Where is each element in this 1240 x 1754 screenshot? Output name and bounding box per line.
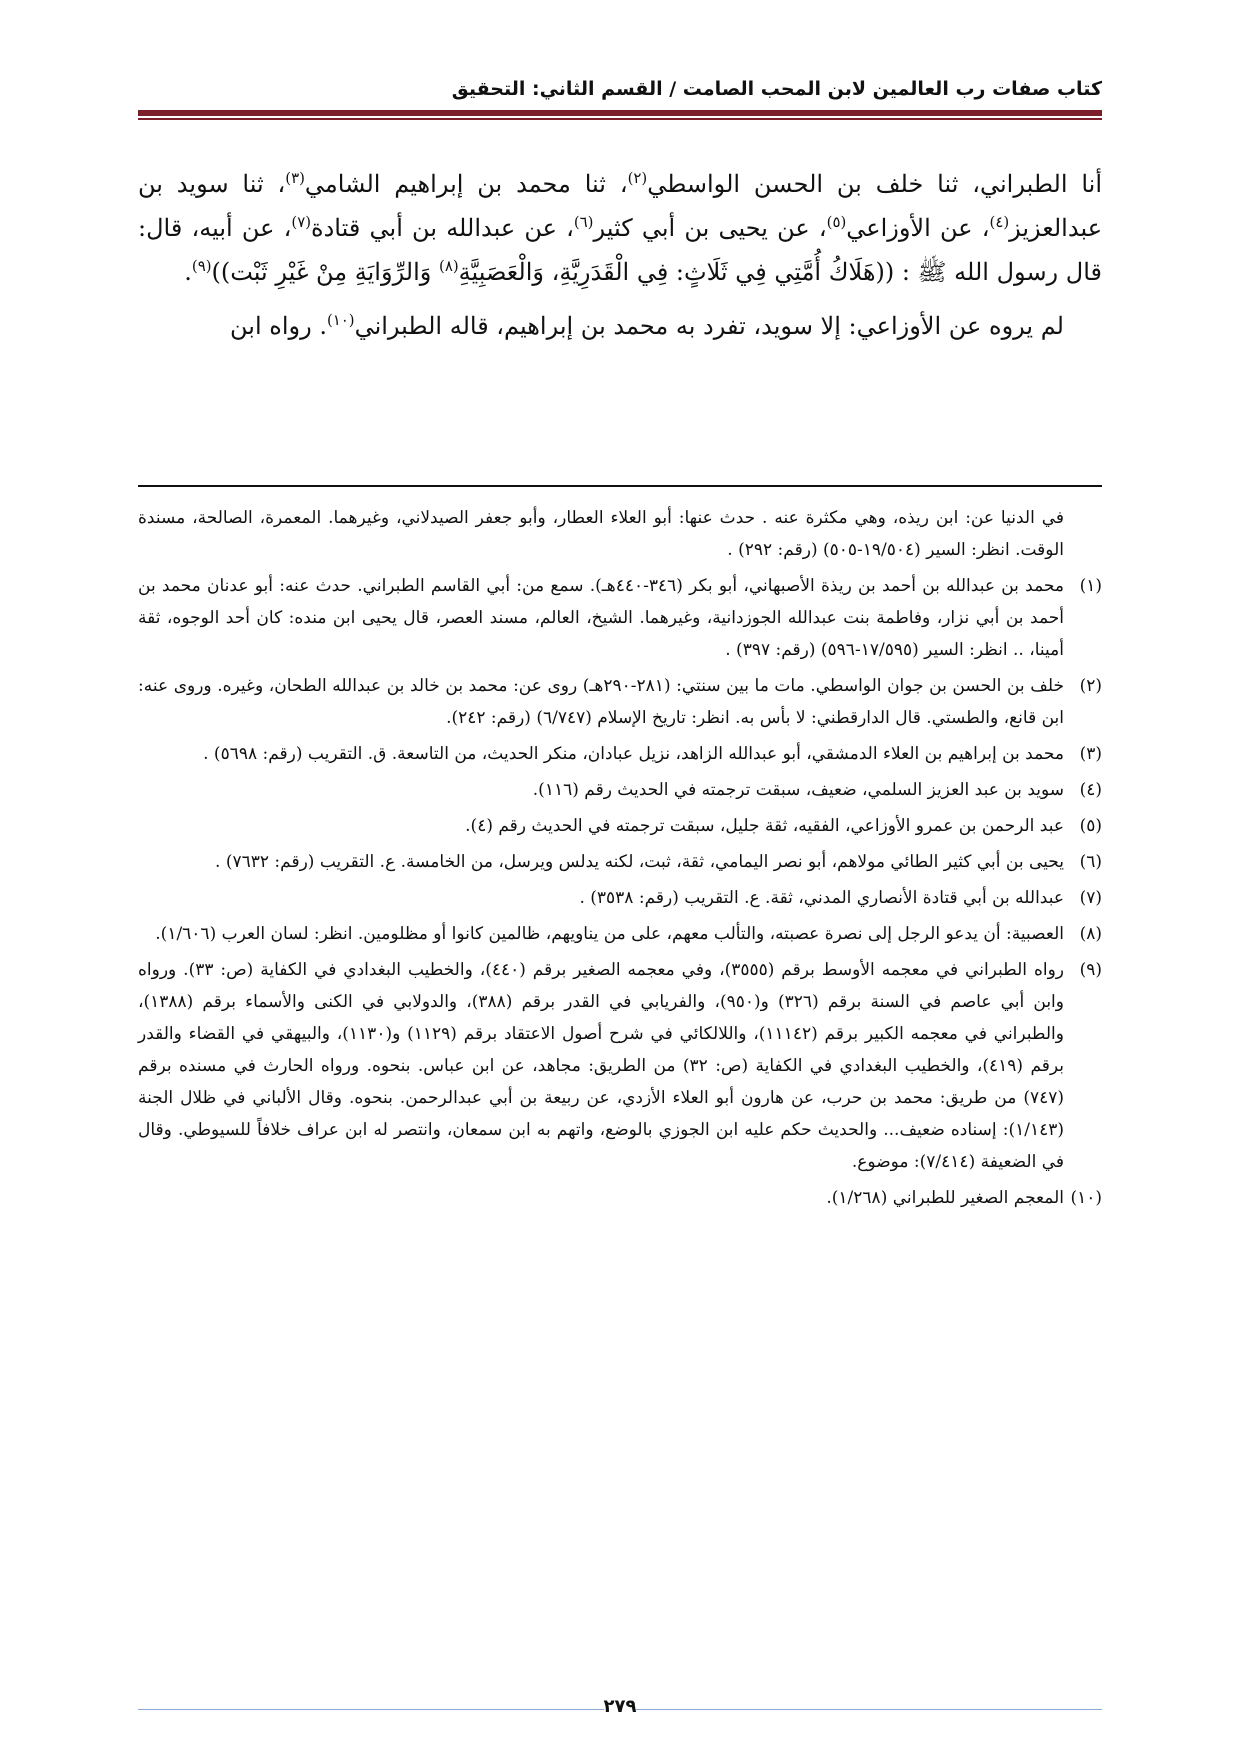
footnote-9 [138,954,1102,1178]
text-segment: ، عن الأوزاعي [846,214,990,242]
header-rule-thin [138,118,1102,120]
footnote-ref-2: (٢) [627,169,648,187]
footnote-10 [138,1182,1102,1214]
footnote-2 [138,670,1102,734]
text-segment: وَالرِّوَايَةِ مِنْ غَيْرِ ثَبْت)) [211,258,440,286]
footnote-ref-7: (٧) [291,213,312,231]
footnote-ref-5: (٥) [826,213,847,231]
text-segment: ، ثنا محمد بن إبراهيم الشامي [304,170,628,198]
paragraph-commentary [138,304,1102,348]
footnote-text: يحيى بن أبي كثير الطائي مولاهم، أبو نصر اليمامي، ثقة، ثبت، لكنه يدلس ويرسل، من الخامسة. ع. التقريب (رقم: ٧٦٣٢) . [215,852,1064,872]
footer-rule-left [138,1709,604,1710]
footnote-number: (٤) [1079,780,1102,800]
footnote-number: (٩) [1079,960,1102,980]
footnotes [138,502,1102,1218]
footnote-7 [138,882,1102,914]
footnote-ref-10: (١٠) [326,311,355,329]
footnote-number: (٧) [1079,888,1102,908]
page-number: ٢٧٩ [603,1696,637,1717]
footnote-number: (٢) [1079,676,1102,696]
text-segment: لم يروه عن الأوزاعي: إلا سويد، تفرد به محمد بن إبراهيم، قاله الطبراني [354,312,1064,340]
footnote-ref-3: (٣) [285,169,305,187]
running-header: كتاب صفات رب العالمين لابن المحب الصامت / القسم الثاني: التحقيق [451,78,1102,100]
text-segment: ، عن أبيه، قال: قال رسول الله ﷺ : ((هَلَاكُ أُمَّتِي فِي ثَلَاثٍ: فِي الْقَدَرِيَّةِ، وَالْعَصَبِيَّةِ [138,214,1102,286]
footnote-text: محمد بن إبراهيم بن العلاء الدمشقي، أبو عبدالله الزاهد، نزيل عبادان، منكر الحديث، من التاسعة. ق. التقريب (رقم: ٥٦٩٨) . [203,744,1064,764]
text-segment: . [184,258,192,286]
text-segment: ، عن عبدالله بن أبي قتادة [311,214,574,242]
footer-rule-right [636,1709,1102,1710]
footnote-number: (١٠) [1070,1188,1102,1208]
footnote-number: (٣) [1079,744,1102,764]
footnote-text: خلف بن الحسن بن جوان الواسطي. مات ما بين سنتي: (٢٨١-٢٩٠هـ) روى عن: محمد بن خالد بن عبدالله الطحان، وغيره. وروى عنه: ابن قانع، والطستي. قال الدارقطني: لا بأس به. انظر: تاريخ الإسلام (٦/٧٤٧) (رقم: ٢٤٢). [138,676,1064,728]
footnote-text: عبدالله بن أبي قتادة الأنصاري المدني، ثقة. ع. التقريب (رقم: ٣٥٣٨) . [579,888,1064,908]
text-segment: أنا الطبراني، ثنا خلف بن الحسن الواسطي [647,170,1103,198]
footnote-ref-8: (٨) [439,257,459,275]
footnote-ref-6: (٦) [573,213,594,231]
footnote-1 [138,570,1102,666]
main-text [138,162,1102,358]
footnote-text: المعجم الصغير للطبراني (١/٢٦٨). [826,1188,1064,1208]
text-segment: ، ثنا سويد بن عبدالعزيز [138,170,1103,242]
footnote-text: العصبية: أن يدعو الرجل إلى نصرة عصبته، والتألب معهم، على من يناويهم، ظالمين كانوا أو مظلومين. انظر: لسان العرب (١/٦٠٦). [155,924,1064,944]
footnote-6 [138,846,1102,878]
footnote-8 [138,918,1102,950]
footnote-separator [138,485,1102,487]
footnote-ref-9: (٩) [191,257,212,275]
footnote-5 [138,810,1102,842]
footnote-text: محمد بن عبدالله بن أحمد بن ريذة الأصبهاني، أبو بكر (٣٤٦-٤٤٠هـ). سمع من: أبي القاسم الطبراني. حدث عنه: أبو عدنان محمد بن أحمد بن أبي نزار، وفاطمة بنت عبدالله الجوزدانية، وغيرهما. الشيخ، العالم، مسند العصر، قال يحيى ابن منده: كان أحد الوجوه، ثقة أمينا، .. انظر: السير (١٧/٥٩٥-٥٩٦) (رقم: ٣٩٧) . [138,576,1064,660]
footnote-number: (٨) [1079,924,1102,944]
footnote-number: (١) [1079,576,1102,596]
text-segment: . رواه ابن [230,312,327,340]
footnote-ref-4: (٤) [989,213,1010,231]
header-rule-thick [138,110,1102,116]
footnote-text: سويد بن عبد العزيز السلمي، ضعيف، سبقت ترجمته في الحديث رقم (١١٦). [532,780,1064,800]
footnote-4 [138,774,1102,806]
paragraph-hadith [138,162,1102,294]
footnote-continuation: في الدنيا عن: ابن ريذه، وهي مكثرة عنه . حدث عنها: أبو العلاء العطار، وأبو جعفر الصيدلاني، وغيرهما. المعمرة، الصالحة، مسندة الوقت. انظر: السير (١٩/٥٠٤-٥٠٥) (رقم: ٢٩٢) . [138,508,1064,560]
footnote-text: رواه الطبراني في معجمه الأوسط برقم (٣٥٥٥)، وفي معجمه الصغير برقم (٤٤٠)، والخطيب البغدادي في الكفاية (ص: ٣٣). ورواه وابن أبي عاصم في السنة برقم (٣٢٦) و(٩٥٠)، والفريابي في القدر برقم (٣٨٨)، والدولابي في الكنى والأسماء برقم (١٣٨٨)، والطبراني في معجمه الكبير برقم (١١١٤٢)، واللالكائي في شرح أصول الاعتقاد برقم (١١٢٩) و(١١٣٠)، والبيهقي في القضاء والقدر برقم (٤١٩)، والخطيب البغدادي في الكفاية (ص: ٣٢) من الطريق: مجاهد، عن ابن عباس. بنحوه. ورواه الحارث في مسنده برقم (٧٤٧) من طريق: محمد بن حرب، عن هارون أبو العلاء الأزدي، عن ربيعة بن أبي عبدالرحمن. بنحوه. وقال الألباني في ظلال الجنة (١/١٤٣): إسناده ضعيف... والحديث حكم عليه ابن الجوزي بالوضع، واتهم به ابن سمعان، وانتصر له ابن عراف خلافاً للسيوطي. وقال في الضعيفة (٧/٤١٤): موضوع. [138,960,1064,1172]
footnote-3 [138,738,1102,770]
text-segment: ، عن يحيى بن أبي كثير [593,214,827,242]
footnote-text: عبد الرحمن بن عمرو الأوزاعي، الفقيه، ثقة جليل، سبقت ترجمته في الحديث رقم (٤). [465,816,1064,836]
footnote-number: (٦) [1079,852,1102,872]
footnote-number: (٥) [1079,816,1102,836]
